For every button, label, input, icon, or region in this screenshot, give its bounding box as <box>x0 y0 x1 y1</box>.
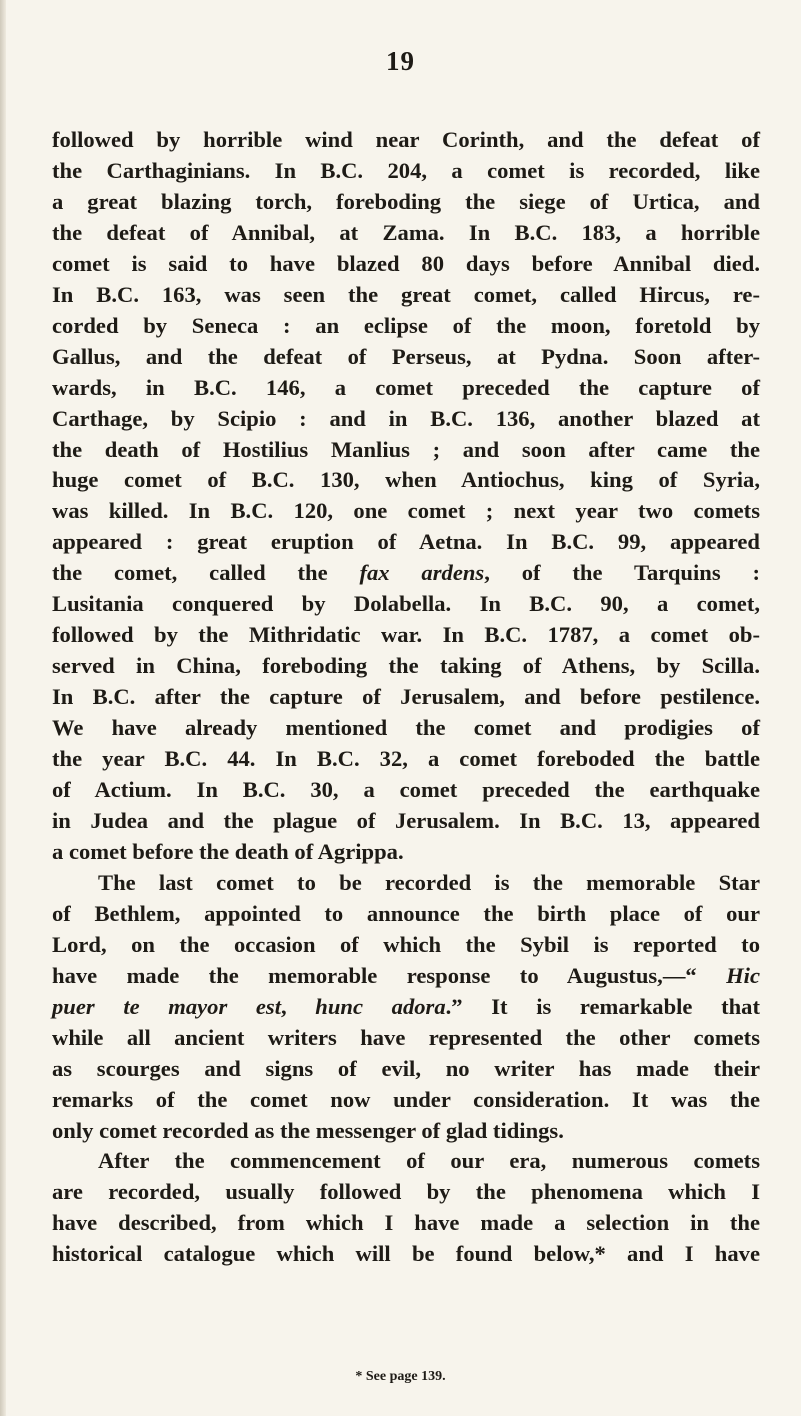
italic-phrase: fax ardens <box>359 560 485 586</box>
text-line: the defeat of Annibal, at Zama. In B.C. 183, a horrible <box>52 219 760 245</box>
text-line: the Carthaginians. In B.C. 204, a comet is recorded, like <box>52 157 760 183</box>
page-body <box>52 125 760 1270</box>
text-line: the comet, called the fax ardens, of the Tarquins : <box>52 560 760 586</box>
paragraph-1 <box>52 125 760 868</box>
text-line: We have already mentioned the comet and prodigies of <box>52 715 760 741</box>
text-line: a great blazing torch, foreboding the siege of Urtica, and <box>52 188 760 214</box>
text-line: followed by the Mithridatic war. In B.C. 1787, a comet ob- <box>52 622 760 648</box>
text-line: Lord, on the occasion of which the Sybil is reported to <box>52 931 760 957</box>
text-line: a comet before the death of Agrippa. <box>52 838 404 864</box>
italic-phrase: hunc adora <box>315 993 446 1019</box>
text-line: as scourges and signs of evil, no writer has made their <box>52 1055 760 1081</box>
page-number: 19 <box>386 46 415 76</box>
text-line: the death of Hostilius Manlius ; and soon after came the <box>52 436 760 462</box>
text-line: In B.C. 163, was seen the great comet, called Hircus, re- <box>52 281 760 307</box>
text-line: historical catalogue which will be found below,* and I have <box>52 1241 760 1267</box>
text-line: have made the memorable response to Augustus,—“ Hic <box>52 962 760 988</box>
text-line: After the commencement of our era, numerous comets <box>98 1148 760 1174</box>
text-line: Lusitania conquered by Dolabella. In B.C. 90, a comet, <box>52 591 760 617</box>
text-line: are recorded, usually followed by the phenomena which I <box>52 1179 760 1205</box>
italic-phrase: Hic <box>726 962 760 988</box>
paragraph-2 <box>52 868 760 1147</box>
text-line: remarks of the comet now under consideration. It was the <box>52 1086 760 1112</box>
italic-phrase: puer te mayor est <box>52 993 281 1019</box>
text-line: of Actium. In B.C. 30, a comet preceded the earthquake <box>52 777 760 803</box>
footnote: * See page 139. <box>355 1369 446 1384</box>
text-line: appeared : great eruption of Aetna. In B.C. 99, appeared <box>52 529 760 555</box>
text-line: in Judea and the plague of Jerusalem. In B.C. 13, appeared <box>52 807 760 833</box>
text-line: The last comet to be recorded is the memorable Star <box>98 869 760 895</box>
text-line: corded by Seneca : an eclipse of the moon, foretold by <box>52 312 760 338</box>
text-line: Gallus, and the defeat of Perseus, at Pydna. Soon after- <box>52 343 760 369</box>
paragraph-3 <box>52 1146 760 1270</box>
text-line: served in China, foreboding the taking of Athens, by Scilla. <box>52 653 760 679</box>
text-line: only comet recorded as the messenger of glad tidings. <box>52 1117 564 1143</box>
text-line: while all ancient writers have represented the other comets <box>52 1024 760 1050</box>
text-line: puer te mayor est, hunc adora.” It is remarkable that <box>52 993 760 1019</box>
page-edge-shadow <box>0 0 6 1416</box>
text-line: of Bethlem, appointed to announce the birth place of our <box>52 900 760 926</box>
text-line: have described, from which I have made a selection in the <box>52 1210 760 1236</box>
text-line: In B.C. after the capture of Jerusalem, and before pestilence. <box>52 684 760 710</box>
text-line: comet is said to have blazed 80 days before Annibal died. <box>52 250 760 276</box>
text-line: Carthage, by Scipio : and in B.C. 136, another blazed at <box>52 405 760 431</box>
text-line: huge comet of B.C. 130, when Antiochus, king of Syria, <box>52 467 760 493</box>
text-line: was killed. In B.C. 120, one comet ; next year two comets <box>52 498 760 524</box>
text-line: followed by horrible wind near Corinth, and the defeat of <box>52 127 760 152</box>
text-line: the year B.C. 44. In B.C. 32, a comet foreboded the battle <box>52 746 760 772</box>
text-line: wards, in B.C. 146, a comet preceded the capture of <box>52 374 760 400</box>
